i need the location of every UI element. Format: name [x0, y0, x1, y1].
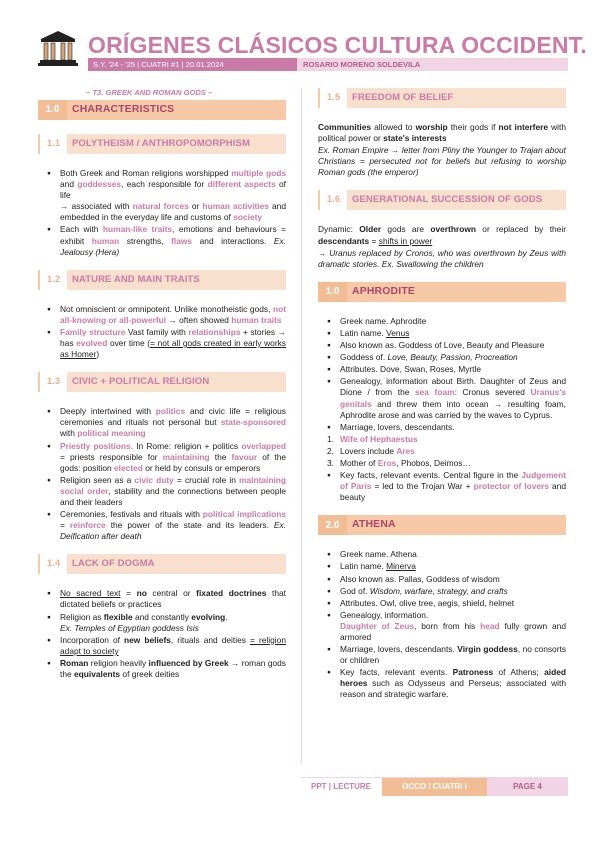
section-number: 2.0	[318, 515, 347, 535]
section-title: LACK OF DOGMA	[67, 554, 286, 574]
list-item: ● Marriage, lovers, descendants.	[340, 422, 566, 433]
list-item: ● Key facts, relevant events. Patroness of Athens; aided heroes such as Odysseus and Perseus; associated with reason and strategic warfare.	[340, 667, 566, 700]
dogma-list	[38, 588, 286, 680]
list-item: ● Latin name. Venus	[340, 328, 566, 339]
section-title: ATHENA	[347, 515, 566, 535]
civic-list	[38, 406, 286, 542]
page-title: ORÍGENES CLÁSICOS CULTURA OCCIDENT.	[88, 32, 587, 58]
section-number: 1.3	[38, 372, 67, 392]
list-item: ● Family structure Vast family with relationships + stories → has evolved over time (= not all gods created in early works as Homer)	[60, 327, 286, 360]
list-item: ● Incorporation of new beliefs, rituals and deities = religion adapt to society	[60, 635, 286, 657]
list-item: ● Also known as. Pallas, Goddess of wisdom	[340, 574, 566, 585]
section-title: FREEDOM OF BELIEF	[347, 88, 566, 108]
left-column	[38, 88, 286, 692]
list-item: ● Genealogy, information. Daughter of Zeus, born from his head fully grown and armored	[340, 610, 566, 643]
section-number: 1.4	[38, 554, 67, 574]
list-item: ● Genealogy, information about Birth. Daughter of Zeus and Dione / from the sea foam: Cronus severed Uranus's genitals and threw them into ocean → resulting foam, Aphrodite arose and was carried by the waves to Cyprus.	[340, 376, 566, 420]
section-title: CIVIC + POLITICAL RELIGION	[67, 372, 286, 392]
section-athena	[318, 515, 566, 535]
meta-bar	[88, 58, 568, 71]
numbered-item: 3. Mother of Eros, Phobos, Deimos…	[340, 458, 566, 469]
section-dogma	[38, 554, 286, 574]
section-number: 1.0	[318, 282, 347, 302]
list-item: ● Deeply intertwined with politics and civic life = religious ceremonies and rituals not personal but state-sponsored with political meaning	[60, 406, 286, 439]
section-nature	[38, 270, 286, 290]
list-item: ● Goddess of. Love, Beauty, Passion, Procreation	[340, 352, 566, 363]
section-characteristics	[38, 100, 286, 120]
meta-author: ROSARIO MORENO SOLDEVILA	[297, 58, 568, 71]
meta-course: S.Y. '24 - '25 | CUATRI #1 | 20.01.2024	[88, 58, 297, 71]
numbered-item: 1. Wife of Hephaestus	[340, 434, 566, 445]
list-item: ● Also known as. Goddess of Love, Beauty and Pleasure	[340, 340, 566, 351]
list-item: ● Roman religion heavily influenced by Greek → roman gods the equivalents of greek deities	[60, 658, 286, 680]
topic-subtitle: – T3. GREEK AND ROMAN GODS –	[86, 88, 213, 97]
footer-source: PPT | LECTURE	[310, 781, 372, 791]
list-item: ● No sacred text = no central or fixated doctrines that dictated beliefs or practices	[60, 588, 286, 610]
list-item: ● Key facts, relevant events. Central figure in the Judgement of Paris = led to the Trojan War + protector of lovers and beauty	[340, 470, 566, 503]
section-title: APHRODITE	[347, 282, 566, 302]
page-header	[38, 28, 587, 74]
footer-course: OCCO / CUATRI I	[382, 778, 487, 796]
list-item: ● Attributes. Owl, olive tree, aegis, shield, helmet	[340, 598, 566, 609]
list-item: ● Priestly positions. In Rome: religion + politics overlapped = priests responsible for maintaining the favour of the gods: position elected or held by consuls or emperors	[60, 441, 286, 474]
list-item: ● Each with human-like traits, emotions and behaviours = exhibit human strengths, flaws and interactions. Ex. Jealousy (Hera)	[60, 224, 286, 257]
section-number: 1.5	[318, 88, 347, 108]
numbered-item: 2. Lovers include Ares	[340, 446, 566, 457]
athena-list	[318, 549, 566, 700]
right-column	[318, 88, 566, 702]
section-title: GENERATIONAL SUCCESSION OF GODS	[347, 190, 566, 210]
section-aphrodite	[318, 282, 566, 302]
page-number: PAGE 4	[487, 778, 568, 796]
greek-temple-icon	[38, 28, 78, 68]
freedom-text: Communities allowed to worship their gods if not interfere with political power or state's interests Ex. Roman Empire → letter from Pliny the Younger to Trajan about Christians = persecuted not for beliefs but refusing to worship Roman gods (the emperor)	[318, 122, 566, 178]
polytheism-list	[38, 168, 286, 258]
page-footer	[300, 777, 568, 796]
section-freedom	[318, 88, 566, 108]
section-title: POLYTHEISM / ANTHROPOMORPHISM	[67, 134, 286, 154]
list-item: ● Religion seen as a civic duty = crucial role in maintaining social order, stability and the connections between people and their leaders	[60, 475, 286, 508]
section-title: NATURE AND MAIN TRAITS	[67, 270, 286, 290]
list-item: ● Latin name. Minerva	[340, 561, 566, 572]
section-number: 1.1	[38, 134, 67, 154]
list-item: ● Marriage, lovers, descendants. Virgin goddess, no consorts or children	[340, 644, 566, 666]
section-civic	[38, 372, 286, 392]
section-number: 1.6	[318, 190, 347, 210]
column-divider	[301, 88, 302, 763]
list-item: ● God of. Wisdom, warfare, strategy, and crafts	[340, 586, 566, 597]
list-item: ● Greek name. Athena	[340, 549, 566, 560]
list-item: ● Not omniscient or omnipotent. Unlike monotheistic gods, not all-knowing or all-powerful → often showed human traits	[60, 304, 286, 326]
aphrodite-list	[318, 316, 566, 504]
nature-list	[38, 304, 286, 360]
section-number: 1.2	[38, 270, 67, 290]
section-polytheism	[38, 134, 286, 154]
succession-text: Dynamic: Older gods are overthrown or replaced by their descendants = shifts in power → Uranus replaced by Cronos, who was overthrown by Zeus with dramatic stories. Ex. Swallowing the children	[318, 224, 566, 269]
section-title: CHARACTERISTICS	[67, 100, 286, 120]
list-item: ● Attributes. Dove, Swan, Roses, Myrtle	[340, 364, 566, 375]
list-item: ● Religion as flexible and constantly evolving. Ex. Temples of Egyptian goddess Isis	[60, 612, 286, 634]
list-item: ● Greek name. Aphrodite	[340, 316, 566, 327]
list-item: ● Both Greek and Roman religions worshipped multiple gods and goddesses, each responsible for different aspects of life → associated with natural forces or human activities and embedded in the everyday life and customs of society	[60, 168, 286, 223]
section-number: 1.0	[38, 100, 67, 120]
list-item: ● Ceremonies, festivals and rituals with political implications = reinforce the power of the state and its leaders. Ex. Deification after death	[60, 509, 286, 542]
section-succession	[318, 190, 566, 210]
